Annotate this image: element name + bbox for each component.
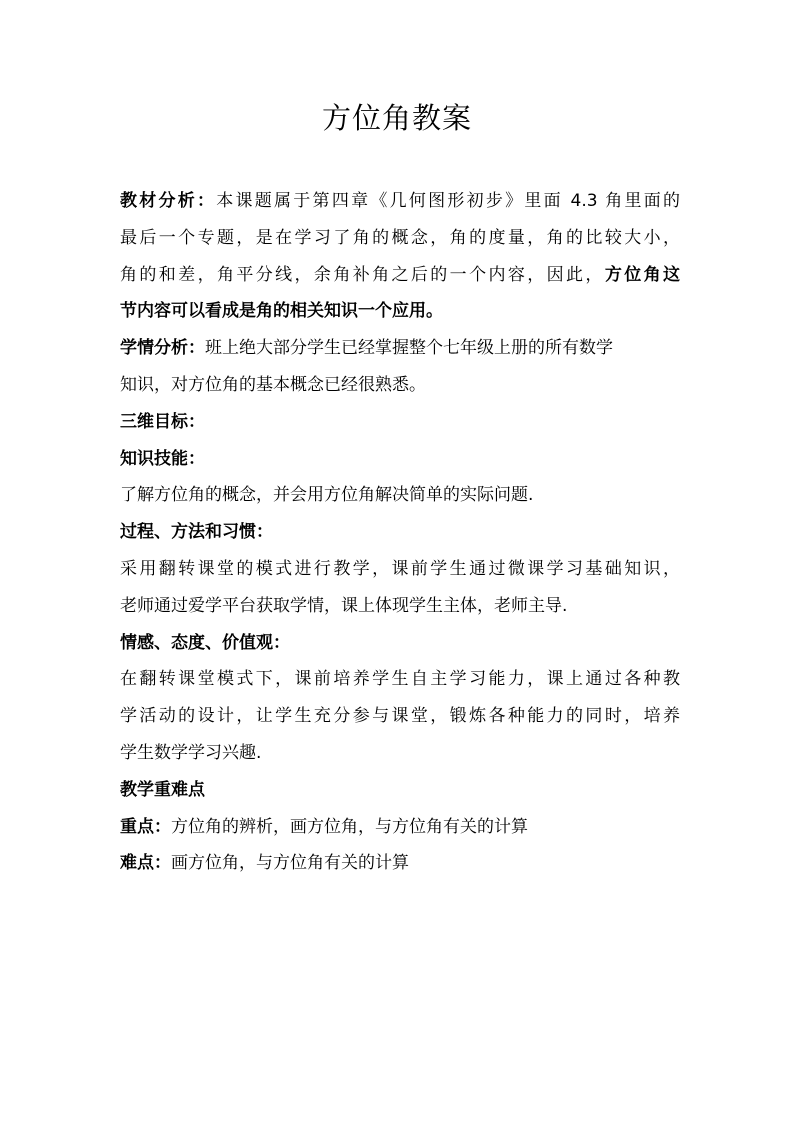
material-analysis-text-3: 角的和差，角平分线，余角补角之后的一个内容，因此， — [120, 264, 605, 285]
student-analysis-line-2 — [120, 367, 680, 404]
knowledge-skills-heading-text: 知识技能： — [120, 448, 205, 469]
material-analysis-bold-3: 方位角这 — [604, 264, 681, 285]
key-point-line — [120, 809, 680, 846]
difficult-point-label: 难点： — [120, 853, 171, 874]
student-analysis-text-2: 知识，对方位角的基本概念已经很熟悉。 — [120, 374, 426, 395]
material-analysis-line-3 — [120, 257, 680, 294]
key-difficult-heading-text: 教学重难点 — [120, 779, 205, 800]
student-analysis-label: 学情分析： — [120, 338, 205, 359]
knowledge-skills-heading — [120, 441, 680, 478]
student-analysis-text-1: 班上绝大部分学生已经掌握整个七年级上册的所有数学 — [205, 338, 613, 359]
process-methods-heading-text: 过程、方法和习惯： — [120, 522, 273, 543]
key-point-label: 重点： — [120, 816, 171, 837]
three-dim-goals-heading — [120, 404, 680, 441]
document-body — [120, 183, 680, 882]
emotion-attitude-line-2: 学活动的设计，让学生充分参与课堂，锻炼各种能力的同时，培养 — [120, 706, 680, 727]
material-analysis-text-1: 本课题属于第四章《几何图形初步》里面 4.3 角里面的 — [216, 191, 681, 211]
material-analysis-label: 教材分析： — [120, 191, 217, 211]
material-analysis-bold-4: 节内容可以看成是角的相关知识一个应用。 — [120, 301, 443, 322]
emotion-attitude-heading — [120, 625, 680, 662]
difficult-point-line — [120, 845, 680, 882]
three-dim-goals-heading-text: 三维目标： — [120, 411, 205, 432]
process-methods-heading — [120, 514, 680, 551]
student-analysis-line-1 — [120, 330, 680, 367]
material-analysis-text-2: 最后一个专题，是在学习了角的概念，角的度量，角的比较大小， — [120, 227, 680, 248]
process-methods-line-2: 老师通过爱学平台获取学情，课上体现学生主体，老师主导. — [120, 595, 568, 616]
key-point-text: 方位角的辨析，画方位角，与方位角有关的计算 — [171, 816, 528, 837]
material-analysis-line-1 — [120, 183, 680, 220]
document-title: 方位角教案 — [321, 101, 472, 135]
emotion-attitude-heading-text: 情感、态度、价值观： — [120, 632, 290, 653]
emotion-attitude-line-1: 在翻转课堂模式下，课前培养学生自主学习能力，课上通过各种教 — [120, 669, 680, 690]
emotion-attitude-line-3: 学生数学学习兴趣. — [120, 742, 262, 763]
difficult-point-text: 画方位角，与方位角有关的计算 — [171, 853, 409, 874]
knowledge-skills-text: 了解方位角的概念，并会用方位角解决简单的实际问题. — [120, 485, 534, 506]
material-analysis-line-4 — [120, 293, 680, 330]
material-analysis-line-2 — [120, 220, 680, 257]
key-difficult-heading — [120, 772, 680, 809]
process-methods-line-1: 采用翻转课堂的模式进行教学，课前学生通过微课学习基础知识， — [120, 558, 680, 579]
